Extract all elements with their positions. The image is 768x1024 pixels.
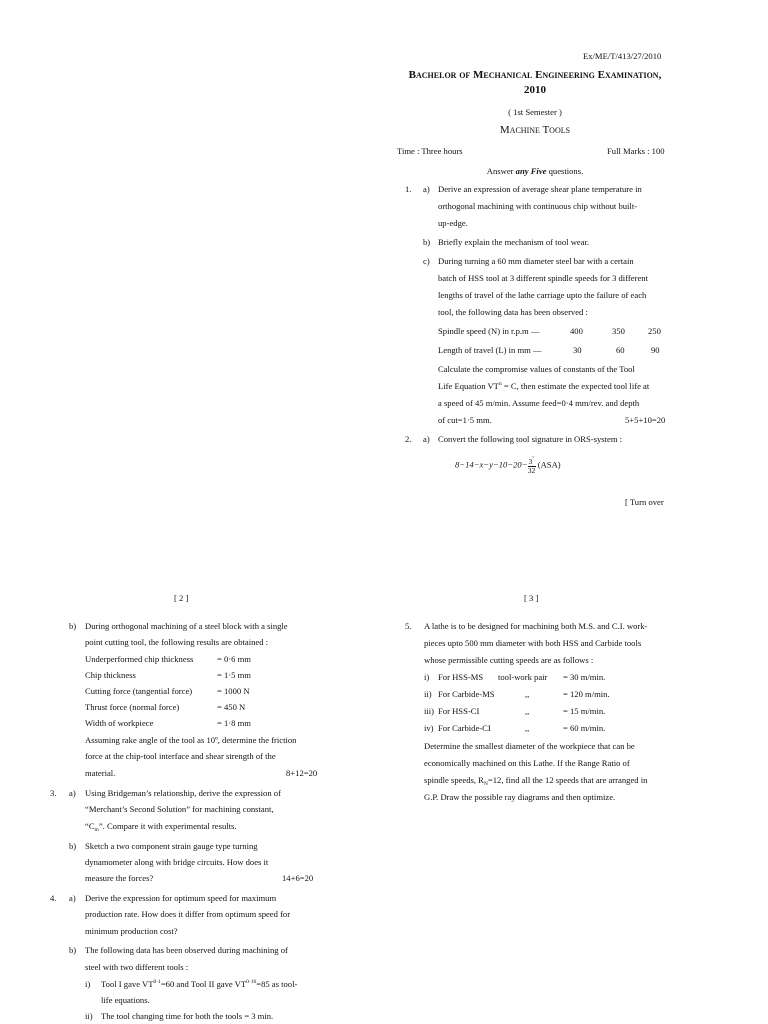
q4b-i-b: =60 and Tool II gave VT <box>160 979 247 989</box>
data-label-4: Width of workpiece <box>85 718 154 728</box>
speed-1-name: For Carbide-MS <box>438 689 495 699</box>
speed-0-mid: tool-work pair <box>498 672 548 682</box>
speed-1-value: = 120 m/min. <box>563 689 610 699</box>
calc-line4: of cut=1·5 mm. <box>438 415 492 425</box>
q1a-line2: orthogonal machining with continuous chip without built- <box>438 201 638 211</box>
q4b-line1: The following data has been observed during machining of <box>85 945 288 955</box>
q4b-label: b) <box>69 945 77 955</box>
page-3-number: [ 3 ] <box>524 593 539 603</box>
paper-code: Ex/ME/T/413/27/2010 <box>583 51 662 61</box>
q2b-line2: point cutting tool, the following results are obtained : <box>85 637 269 647</box>
turn-over: [ Turn over <box>625 497 664 507</box>
q3a-line2: “Merchant’s Second Solution” for machining constant, <box>85 804 274 814</box>
q1c-label: c) <box>423 256 430 266</box>
page-2-number: [ 2 ] <box>174 593 189 603</box>
q1a-line3: up-edge. <box>438 218 468 228</box>
instr-text: Answer <box>486 166 516 176</box>
q1c-line4: tool, the following data has been observed : <box>438 307 588 317</box>
q3-number: 3. <box>50 788 57 798</box>
signature-standard: (ASA) <box>537 459 561 470</box>
table-row-speed-v2: 350 <box>612 326 625 336</box>
q3b-line1: Sketch a two component strain gauge type turning <box>85 841 258 851</box>
speed-1-label: ii) <box>424 689 432 699</box>
q4a-line2: production rate. How does it differ from optimum speed for <box>85 909 291 919</box>
instr-text-end: questions. <box>546 166 584 176</box>
speed-0-label: i) <box>424 672 430 682</box>
q4b-i-exp1: 0·1 <box>153 979 161 985</box>
q4b-i-a: Tool I gave VT <box>101 979 154 989</box>
data-label-0: Underperformed chip thickness <box>85 654 194 664</box>
q3a-subscript: m <box>94 827 99 833</box>
table-row-speed-v3: 250 <box>648 326 661 336</box>
data-value-0: = 0·6 mm <box>217 654 251 664</box>
data-value-2: = 1000 N <box>217 686 250 696</box>
exam-title-line1: Bachelor of Mechanical Engineering Examination, <box>408 69 662 81</box>
speed-2-value: = 15 m/min. <box>563 706 606 716</box>
calc-line3: a speed of 45 m/min. Assume feed=0·4 mm/rev. and depth <box>438 398 640 408</box>
table-row-speed-label: Spindle speed (N) in r.p.m — <box>438 326 540 336</box>
q2a-line1: Convert the following tool signature in ORS-system : <box>438 434 623 444</box>
data-label-3: Thrust force (normal force) <box>85 702 180 712</box>
q3b-label: b) <box>69 841 77 851</box>
time-label: Time : Three hours <box>397 146 463 156</box>
det-line4: G.P. Draw the possible ray diagrams and then optimize. <box>424 792 616 802</box>
instr-emphasis: any Five <box>515 166 547 176</box>
q3a-line1: Using Bridgeman’s relationship, derive the expression of <box>85 788 281 798</box>
data-value-4: = 1·8 mm <box>217 718 251 728</box>
table-row-speed-v1: 400 <box>570 326 583 336</box>
exam-year: 2010 <box>524 83 546 96</box>
data-label-2: Cutting force (tangential force) <box>85 686 193 696</box>
q3a-line3-a: “C <box>85 821 95 831</box>
q3a-label: a) <box>69 788 76 798</box>
q3b-line2: dynamometer along with bridge circuits. How does it <box>85 857 269 867</box>
instructions <box>392 166 678 177</box>
data-value-3: = 450 N <box>217 702 246 712</box>
q3b-line3: measure the forces? <box>85 873 154 883</box>
det-line1: Determine the smallest diameter of the workpiece that can be <box>424 741 635 751</box>
speed-3-name: For Carbide-CI <box>438 723 491 733</box>
q5-line1: A lathe is to be designed for machining both M.S. and C.I. work- <box>424 621 648 631</box>
q1c-line2: batch of HSS tool at 3 different spindle speeds for 3 different <box>438 273 648 283</box>
speed-3-label: iv) <box>424 723 434 733</box>
q2-marks: 8+12=20 <box>286 768 318 778</box>
q1a-line1: Derive an expression of average shear plane temperature in <box>438 184 642 194</box>
q2b-line1: During orthogonal machining of a steel block with a single <box>85 621 288 631</box>
calc-line2-a: Life Equation VT <box>438 381 499 391</box>
q3a-line3-b: ”. Compare it with experimental results. <box>98 821 237 831</box>
table-row-length-v1: 30 <box>573 345 582 355</box>
data-value-1: = 1·5 mm <box>217 670 251 680</box>
q3a-line3 <box>85 821 237 834</box>
q1c-line3: lengths of travel of the lathe carriage upto the failure of each <box>438 290 647 300</box>
speed-1-mid: ,, <box>525 689 530 699</box>
q4b-i-label: i) <box>85 979 91 989</box>
q4a-line3: minimum production cost? <box>85 926 178 936</box>
det-line2: economically machined on this Lathe. If the Range Ratio of <box>424 758 630 768</box>
q4b-ii-line1: The tool changing time for both the tools = 3 min. <box>101 1011 274 1021</box>
full-marks: Full Marks : 100 <box>607 146 665 156</box>
q4-number: 4. <box>50 893 57 903</box>
signature-denominator: 32 <box>527 465 536 475</box>
signature-main: 8−14−x−y−10−20− <box>455 459 528 470</box>
q4a-label: a) <box>69 893 76 903</box>
q4a-line1: Derive the expression for optimum speed for maximum <box>85 893 277 903</box>
subject-title: Machine Tools <box>499 124 571 136</box>
exam-title <box>392 68 678 98</box>
data-label-1: Chip thickness <box>85 670 136 680</box>
calc-line2 <box>438 381 649 392</box>
calc-exponent: n <box>498 381 502 387</box>
q4b-ii-label: ii) <box>85 1011 93 1021</box>
speed-2-mid: ,, <box>525 706 530 716</box>
det-line3-a: spindle speeds, R <box>424 775 484 785</box>
signature-prime: ″ <box>532 456 535 462</box>
det-subscript: N <box>483 781 488 787</box>
q4b-i-c: =85 as tool- <box>256 979 298 989</box>
q1a-label: a) <box>423 184 430 194</box>
assume-line3: material. <box>85 768 116 778</box>
table-row-length-v2: 60 <box>616 345 625 355</box>
q4b-i-exp2: 0·16 <box>246 979 257 985</box>
q1-number: 1. <box>405 184 412 194</box>
q5-line3: whose permissible cutting speeds are as follows : <box>424 655 594 665</box>
q2b-label: b) <box>69 621 77 631</box>
q1-marks: 5+5+10=20 <box>625 415 666 425</box>
speed-2-label: iii) <box>424 706 435 716</box>
speed-3-value: = 60 m/min. <box>563 723 606 733</box>
det-line3 <box>424 775 647 788</box>
q1b-line1: Briefly explain the mechanism of tool wear. <box>438 237 590 247</box>
table-row-length-label: Length of travel (L) in mm — <box>438 345 542 355</box>
q5-number: 5. <box>405 621 412 631</box>
q2a-label: a) <box>423 434 430 444</box>
signature-fraction <box>528 457 536 474</box>
q4b-i-line1 <box>101 979 297 990</box>
speed-0-value: = 30 m/min. <box>563 672 606 682</box>
assume-line1: Assuming rake angle of the tool as 10º, determine the friction <box>85 735 297 745</box>
tool-signature <box>455 457 561 474</box>
calc-line2-b: = C, then estimate the expected tool life at <box>501 381 650 391</box>
assume-line2: force at the chip-tool interface and shear strength of the <box>85 751 276 761</box>
q1c-line1: During turning a 60 mm diameter steel bar with a certain <box>438 256 634 266</box>
calc-line1: Calculate the compromise values of constants of the Tool <box>438 364 635 374</box>
speed-0-name: For HSS-MS <box>438 672 484 682</box>
q3-marks: 14+6=20 <box>282 873 314 883</box>
det-line3-b: =12, find all the 12 speeds that are arranged in <box>487 775 648 785</box>
table-row-length-v3: 90 <box>651 345 660 355</box>
q4b-line2: steel with two different tools : <box>85 962 189 972</box>
q1b-label: b) <box>423 237 431 247</box>
q2-number: 2. <box>405 434 412 444</box>
speed-2-name: For HSS-CI <box>438 706 480 716</box>
q5-line2: pieces upto 500 mm diameter with both HSS and Carbide tools <box>424 638 642 648</box>
signature-numerator: 3 <box>528 457 533 466</box>
semester: ( 1st Semester ) <box>508 107 562 117</box>
speed-3-mid: ,, <box>525 723 530 733</box>
q4b-i-line2: life equations. <box>101 995 150 1005</box>
